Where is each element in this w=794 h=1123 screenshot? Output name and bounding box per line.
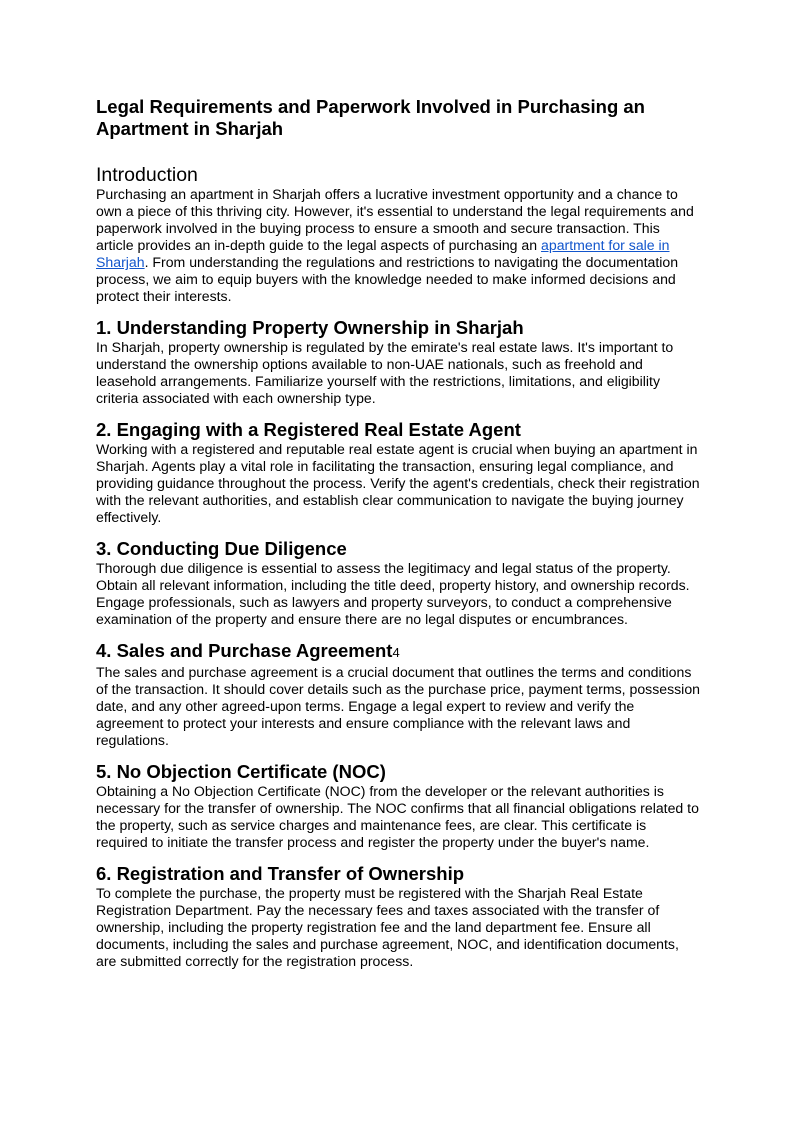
section-heading — [96, 538, 700, 560]
section-body: In Sharjah, property ownership is regulated by the emirate's real estate laws. It's important to understand the ownership options available to non-UAE nationals, such as freehold and leasehold arrangements. Familiarize yourself with the restrictions, limitations, and eligibility criteria associated with each ownership type. — [96, 339, 674, 406]
section-body: Working with a registered and reputable real estate agent is crucial when buying an apartment in Sharjah. Agents play a vital role in facilitating the transaction, ensuring legal compliance, and providing guidance throughout the process. Verify the agent's credentials, check their registration with the relevant authorities, and establish clear communication to navigate the buying journey effectively. — [96, 441, 700, 525]
section-noc — [96, 761, 700, 851]
section-heading-text: 6. Registration and Transfer of Ownership — [96, 863, 465, 884]
section-heading-text: 4. Sales and Purchase Agreement — [96, 640, 393, 661]
section-registration — [96, 863, 700, 970]
intro-section — [96, 164, 700, 305]
section-heading-text: 5. No Objection Certificate (NOC) — [96, 761, 386, 782]
section-heading — [96, 640, 700, 664]
section-sales-agreement — [96, 640, 700, 749]
section-heading-suffix: 4 — [392, 645, 400, 660]
section-heading — [96, 317, 700, 339]
intro-text-before-link: Purchasing an apartment in Sharjah offers a lucrative investment opportunity and a chance to own a piece of this thriving city. However, it's essential to understand the legal requirements and paperwork involved in the buying process to ensure a smooth and secure transaction. This article provides an in-depth guide to the legal aspects of purchasing an — [96, 186, 694, 253]
section-due-diligence — [96, 538, 700, 628]
document-page — [96, 96, 700, 982]
section-heading — [96, 419, 700, 441]
apartment-for-sale-link[interactable]: apartment for sale in Sharjah — [96, 237, 670, 270]
intro-text-after-link: . From understanding the regulations and restrictions to navigating the documentation process, we aim to equip buyers with the knowledge needed to make informed decisions and protect their interests. — [96, 254, 679, 304]
document-title: Legal Requirements and Paperwork Involved in Purchasing an Apartment in Sharjah — [96, 96, 645, 139]
section-heading — [96, 761, 700, 783]
section-heading-text: 3. Conducting Due Diligence — [96, 538, 347, 559]
intro-paragraph — [96, 186, 700, 305]
section-body: The sales and purchase agreement is a crucial document that outlines the terms and conditions of the transaction. It should cover details such as the purchase price, payment terms, possession date, and any other agreed-upon terms. Engage a legal expert to review and verify the agreement to protect your interests and ensure compliance with the relevant laws and regulations. — [96, 664, 700, 748]
section-heading-text: 1. Understanding Property Ownership in Sharjah — [96, 317, 524, 338]
section-agent — [96, 419, 700, 526]
section-body: To complete the purchase, the property must be registered with the Sharjah Real Estate Registration Department. Pay the necessary fees and taxes associated with the transfer of ownership, including the property registration fee and the land department fee. Ensure all documents, including the sales and purchase agreement, NOC, and identification documents, are submitted correctly for the registration process. — [96, 885, 679, 969]
section-ownership — [96, 317, 700, 407]
section-body: Thorough due diligence is essential to assess the legitimacy and legal status of the property. Obtain all relevant information, including the title deed, property history, and ownership records. Engage professionals, such as lawyers and property surveyors, to conduct a comprehensive examination of the property and ensure there are no legal disputes or encumbrances. — [96, 560, 690, 627]
section-body: Obtaining a No Objection Certificate (NOC) from the developer or the relevant authorities is necessary for the transfer of ownership. The NOC confirms that all financial obligations related to the property, such as service charges and maintenance fees, are clear. This certificate is required to initiate the transfer process and register the property under the buyer's name. — [96, 783, 699, 850]
section-heading — [96, 863, 700, 885]
intro-heading: Introduction — [96, 164, 198, 186]
section-heading-text: 2. Engaging with a Registered Real Estate Agent — [96, 419, 521, 440]
